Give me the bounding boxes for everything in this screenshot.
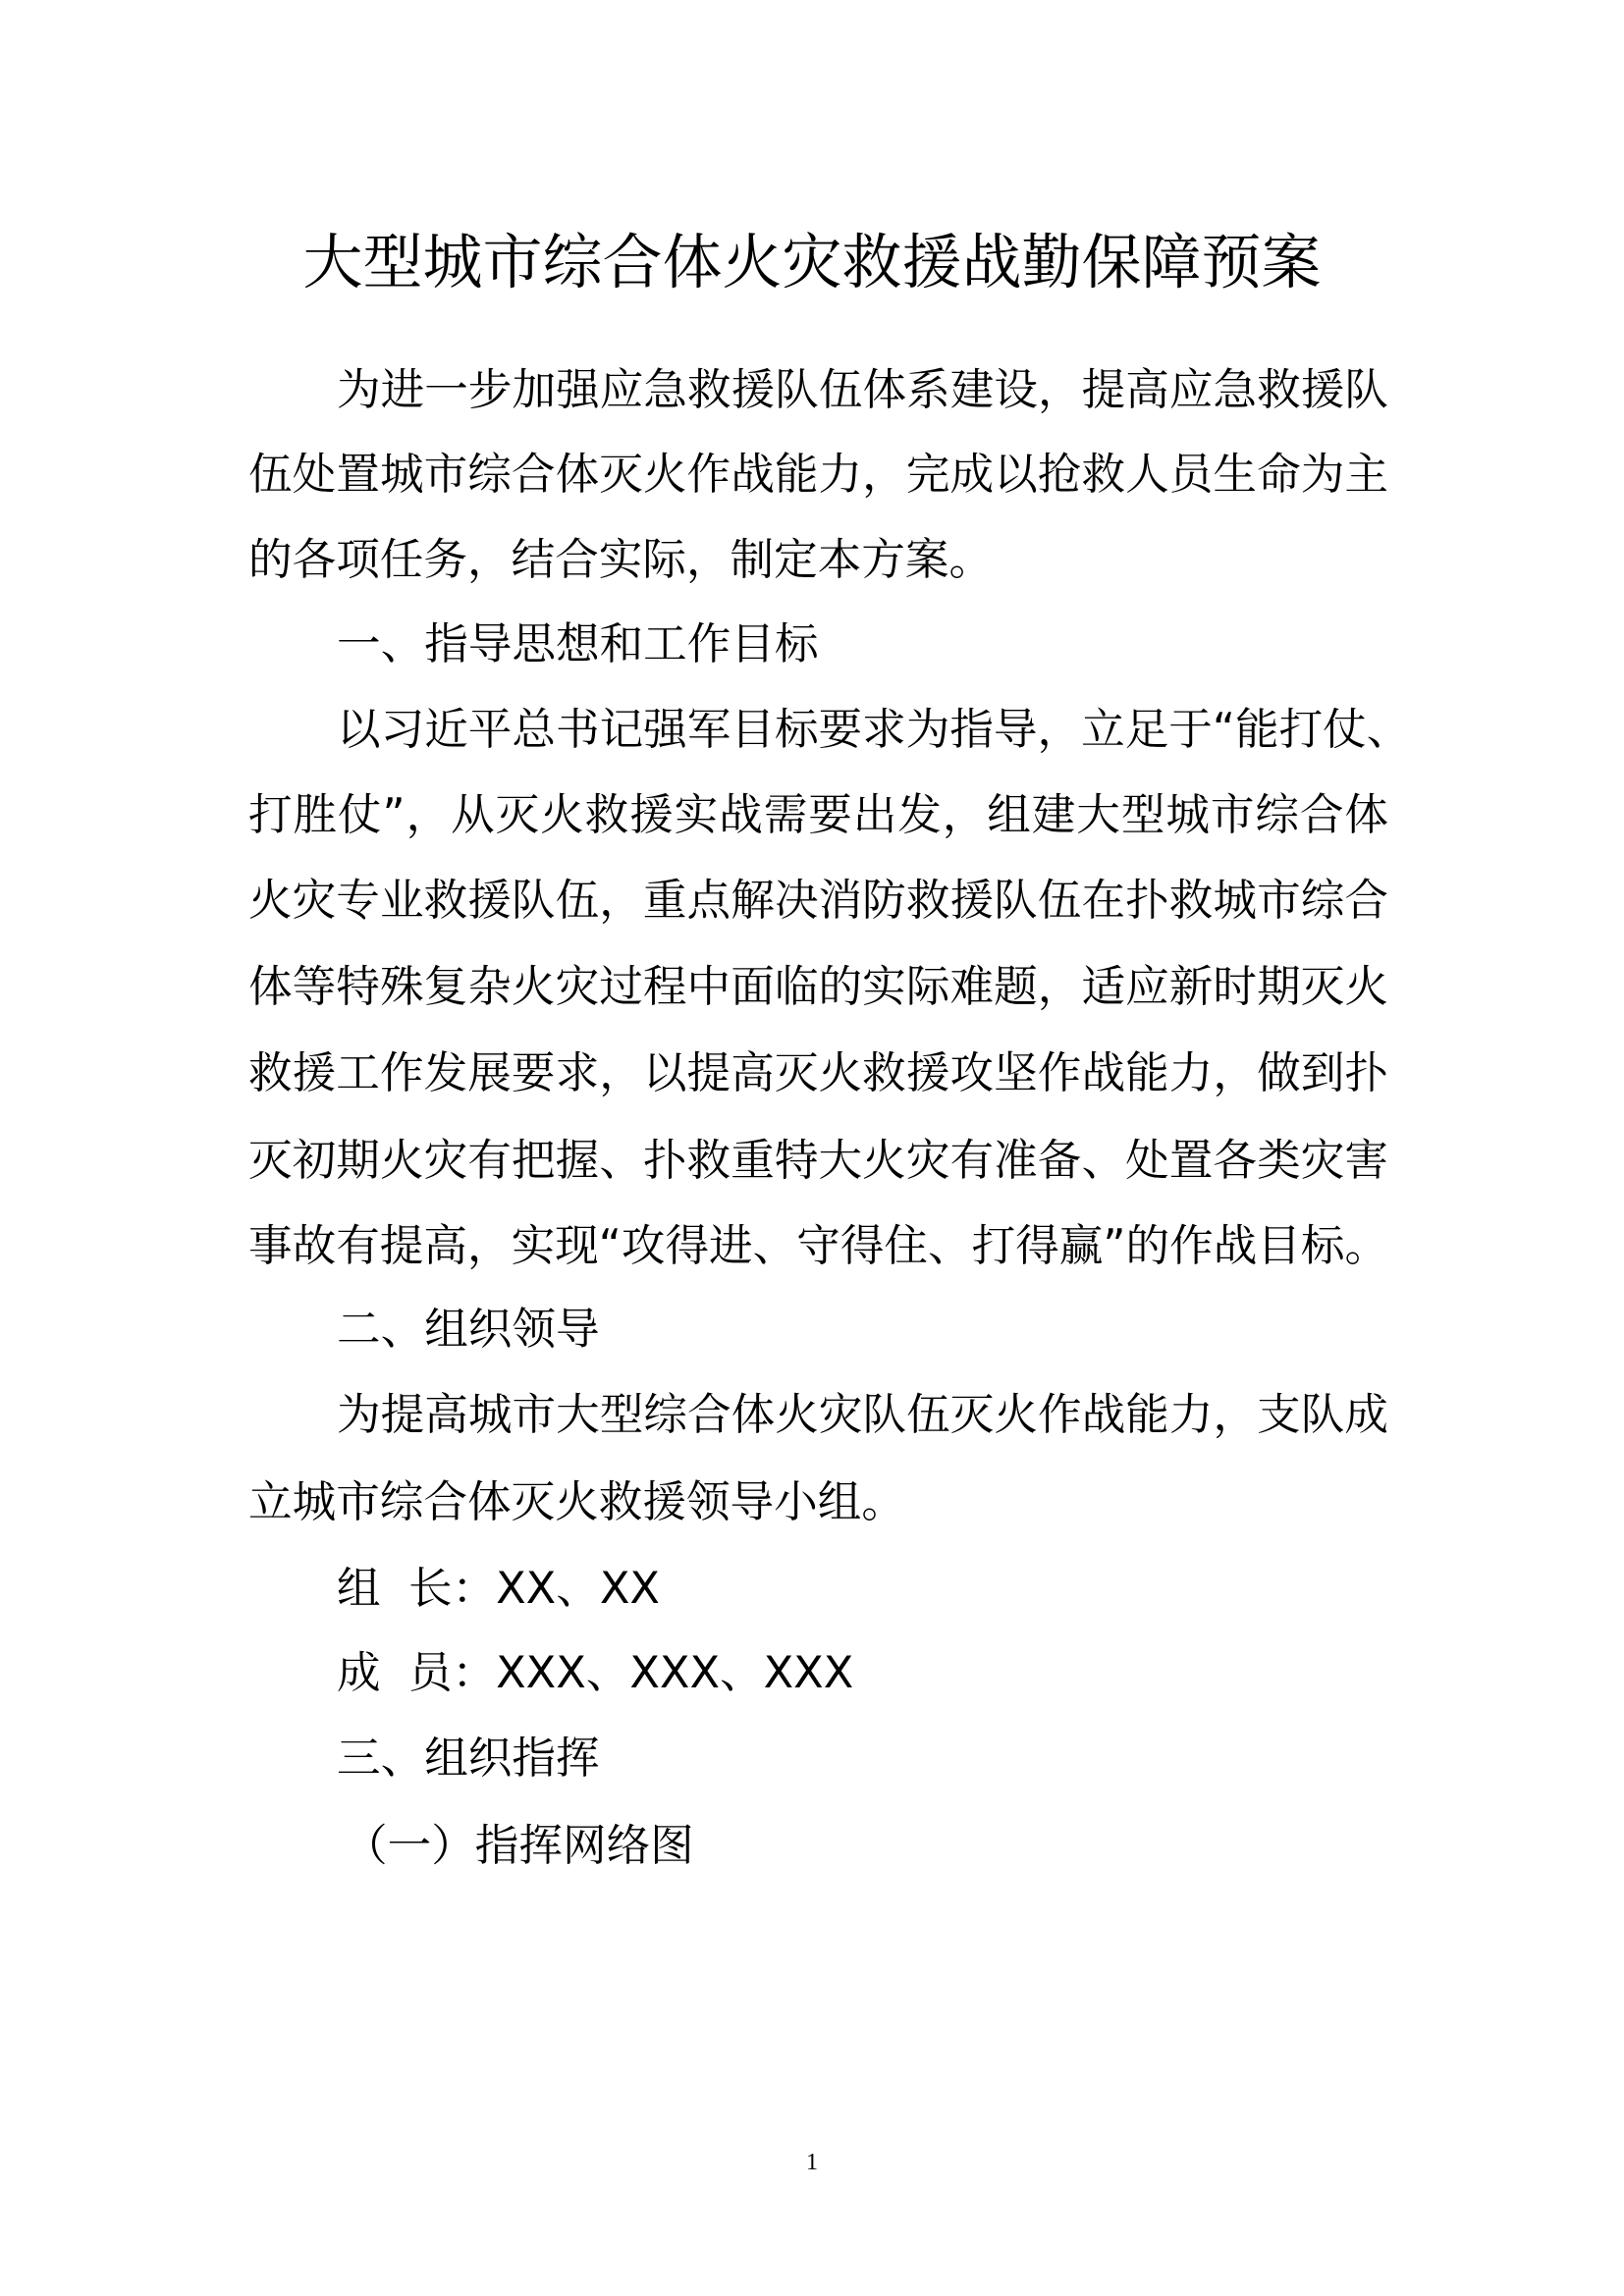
section2-line: 为提高城市大型综合体火灾队伍灭火作战能力，支队成: [337, 1389, 1388, 1440]
group-leader: 组 长：XX、XX: [337, 1563, 660, 1614]
intro-line: 伍处置城市综合体灭火作战能力，完成以抢救人员生命为主: [248, 449, 1388, 500]
section1-line: 救援工作发展要求，以提高灭火救援攻坚作战能力，做到扑: [248, 1047, 1388, 1098]
section2-heading: 二、组织领导: [337, 1304, 600, 1355]
section3-subheading: （一）指挥网络图: [344, 1820, 694, 1871]
section1-line: 火灾专业救援队伍，重点解决消防救援队伍在扑救城市综合: [248, 875, 1388, 926]
section2-line: 立城市综合体灭火救援领导小组。: [248, 1476, 905, 1527]
section3-heading: 三、组织指挥: [337, 1733, 600, 1784]
intro-line: 的各项任务，结合实际，制定本方案。: [248, 534, 994, 585]
section1-line: 以习近平总书记强军目标要求为指导，立足于“能打仗、: [337, 704, 1411, 755]
section1-heading: 一、指导思想和工作目标: [337, 618, 819, 669]
page-number: 1: [806, 2150, 818, 2175]
group-members: 成 员：XXX、XXX、XXX: [337, 1647, 854, 1698]
document-title: 大型城市综合体火灾救援战勤保障预案: [302, 228, 1322, 297]
section1-line: 事故有提高，实现“攻得进、守得住、打得赢”的作战目标。: [248, 1220, 1389, 1271]
section1-line: 灭初期火灾有把握、扑救重特大火灾有准备、处置各类灾害: [248, 1135, 1388, 1186]
section1-line: 打胜仗”，从灭火救援实战需要出发，组建大型城市综合体: [248, 789, 1388, 840]
intro-line: 为进一步加强应急救援队伍体系建设，提高应急救援队: [337, 364, 1388, 415]
section1-line: 体等特殊复杂火灾过程中面临的实际难题，适应新时期灭火: [248, 961, 1388, 1012]
